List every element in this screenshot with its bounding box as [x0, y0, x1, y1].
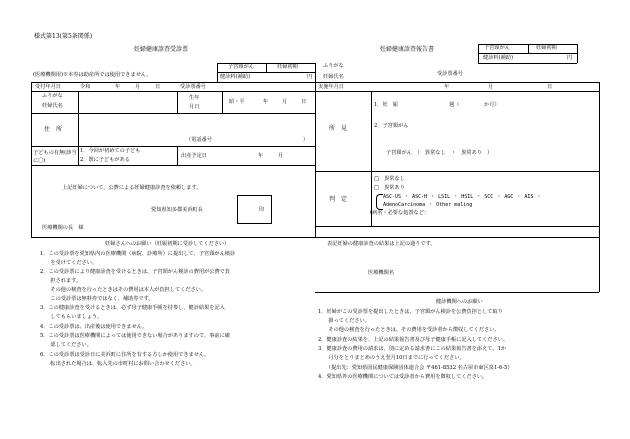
usage-notice: (医療機関用)※本券は助産所では使用できません。 [33, 72, 152, 78]
due-date-label: 出産予定日 [181, 153, 207, 159]
options-bracket-left [376, 194, 383, 210]
finding-pregnancy: 1．妊 娠 [374, 102, 399, 108]
institution-notes-title: 健診機関へのお願い [436, 299, 483, 305]
judgment-abnormal-checkbox[interactable]: □ 異常あり [374, 185, 405, 191]
finding-weeks-unit: 週（ [449, 102, 460, 108]
cancer-result-options: 子宮頸がん （ 異常なし ・ 異常あり ） [386, 150, 493, 156]
exam-month-unit: 月 [488, 84, 494, 90]
institution-note-line: その他の検査を行ったときは、その費用を受診者から徴収してください。 [318, 327, 500, 333]
institution-note-line: （提出先：愛知県国民健康保険団体連合会 〒461-8532 名古屋市東区泉1-6-5） [318, 365, 513, 371]
request-text: 上記妊婦について、公費による妊婦健康診査を依頼します。 [62, 185, 202, 191]
patient-note-line: 5．この受診票は医療機関によっては使用できない場合がありますので、事前に確 [40, 333, 230, 339]
exam-date-label: 実施年月日 [318, 84, 344, 90]
institution-note-line: 扱ってください。 [318, 318, 370, 324]
phone-label: （電話番号 [186, 137, 212, 143]
abnormal-options-line1: ASC-US ・ ASC-H ・ LSIL ・ HSIL ・ SCC ・ AGC ・ AIS ・ [383, 194, 542, 200]
address-label: 住 所 [44, 126, 63, 133]
fee-row-label: 健診料(補助) [483, 55, 513, 61]
patient-note-line: 担されます。 [40, 278, 82, 284]
judgment-label: 判 定 [329, 196, 348, 203]
received-day-unit: 日 [155, 84, 161, 90]
initial-column-label: 妊婦初期 [536, 45, 557, 51]
finding-months-unit: か月） [484, 102, 500, 108]
disease-note-label: (病名・必要な処置など： [370, 210, 430, 216]
judgment-normal-checkbox[interactable]: □ 異常なし [374, 176, 405, 182]
institution-note-line: 3．健康診査の費用の請求は、別に定める請求書にこの結果報告書を添えて、1か [318, 346, 507, 352]
patient-note-line: その他の検査を行ったときはその費用は本人が負担してください。 [40, 287, 207, 293]
era-reiwa: 令和 [80, 84, 91, 90]
cancer-column-label: 子宮頸がん [484, 45, 510, 51]
patient-note-line: この受診票は無料券ではなく、補助券です。 [40, 296, 154, 302]
left-form-title: 妊婦健康診査受診票 [134, 46, 189, 53]
received-date-label: 受付年月日 [35, 84, 61, 90]
child-option-first: 1．今回が初めての子ども [80, 148, 141, 154]
exam-year-unit: 年 [444, 84, 450, 90]
patient-notes-title: 妊婦さんへのお願い（妊娠初期に受診してください） [105, 241, 230, 247]
seal-mark: 印 [259, 207, 265, 213]
patient-note-line: を受けてください。 [40, 260, 98, 266]
due-year-unit: 年 [258, 153, 264, 159]
left-yen-unit: 円 [307, 74, 313, 80]
exam-day-unit: 日 [547, 84, 553, 90]
patient-note-line: 2．この受診票により健康診査を受けるときは、子宮頸がん検診の費用が公費で負 [40, 269, 231, 275]
patient-note-line: 4．この受診票は、出産後は使用できません。 [40, 324, 148, 330]
received-year-unit: 年 [115, 84, 121, 90]
right-form-title: 妊婦健康診査報告書 [380, 46, 435, 53]
institution-note-line: 月分をとりまとめのうえ翌月10日までに行ってください。 [318, 355, 465, 361]
child-presence-label: 子どもの有無(該当に〇) [33, 150, 77, 164]
left-furigana-label: ふりがな [42, 93, 63, 99]
left-id-label: 受診票番号 [180, 84, 206, 90]
birth-year-unit: 年 [263, 99, 269, 105]
patient-note-line: 転出された場合は、転入先の市町村にお問い合わせください。 [40, 361, 196, 367]
patient-note-line: 3．この健康診査を受けるときは、必ず母子健康手帳を持参し、健診結果を記入 [40, 305, 225, 311]
patient-note-line: 6．この受診票は受診日に美浜町に住所を有する方しか使用できません。 [40, 352, 210, 358]
right-id-label: 受診票番号 [437, 71, 463, 77]
institution-name-label: 医療機関名 [368, 270, 394, 276]
mayor-title: 愛知県知多郡美浜町長 [151, 207, 203, 213]
right-patient-name-label: 妊婦氏名 [323, 74, 344, 80]
seal-box [237, 195, 272, 224]
era-showa-heisei: 昭・平 [229, 99, 245, 105]
child-option-existing: 2．既に子どもがある [80, 157, 130, 163]
findings-label: 所 見 [329, 125, 348, 132]
birth-day-unit: 日 [301, 99, 307, 105]
birth-date-label: 生年月日 [189, 95, 200, 110]
institution-note-line: 1．妊婦がこの受診票を提出したときは、子宮頸がん検診を公費負担として取り [318, 309, 503, 315]
right-furigana-label: ふりがな [323, 63, 344, 69]
left-fee-row-label: 健診料(補助) [220, 74, 250, 80]
report-text: 表記妊婦の健康診査の結果は上記の通りです。 [327, 241, 436, 247]
phone-paren-close: ） [303, 137, 309, 143]
abnormal-options-line2: AdenoCarcinoma ・ Other maling [383, 202, 473, 208]
due-month-unit: 月 [278, 153, 284, 159]
institution-head-address: 医療機関の長 様 [42, 225, 84, 231]
finding-cervical-cancer: 2．子宮頸がん [374, 123, 409, 129]
institution-note-line: 4．愛知県外の医療機関については受診者から費用を徴収してください。 [318, 374, 488, 380]
left-cancer-column-label: 子宮頸がん [228, 64, 254, 70]
patient-note-line: 1．この受診票を愛知県内の医療機関（病院、診療所）に提出して、子宮頸がん検診 [40, 251, 236, 257]
left-patient-name-label: 妊婦氏名 [42, 103, 63, 109]
patient-note-line: してもらいましょう。 [40, 314, 103, 320]
yen-unit: 円 [567, 55, 573, 61]
birth-month-unit: 月 [282, 99, 288, 105]
institution-note-line: 2．健康診査の結果を、上記の結果報告書及び母子健康手帳に記入してください。 [318, 337, 509, 343]
patient-note-line: 認してください。 [40, 342, 92, 348]
left-initial-column-label: 妊婦初期 [277, 64, 298, 70]
form-id: 様式第13(第5条関係) [34, 33, 93, 40]
received-month-unit: 月 [135, 84, 141, 90]
